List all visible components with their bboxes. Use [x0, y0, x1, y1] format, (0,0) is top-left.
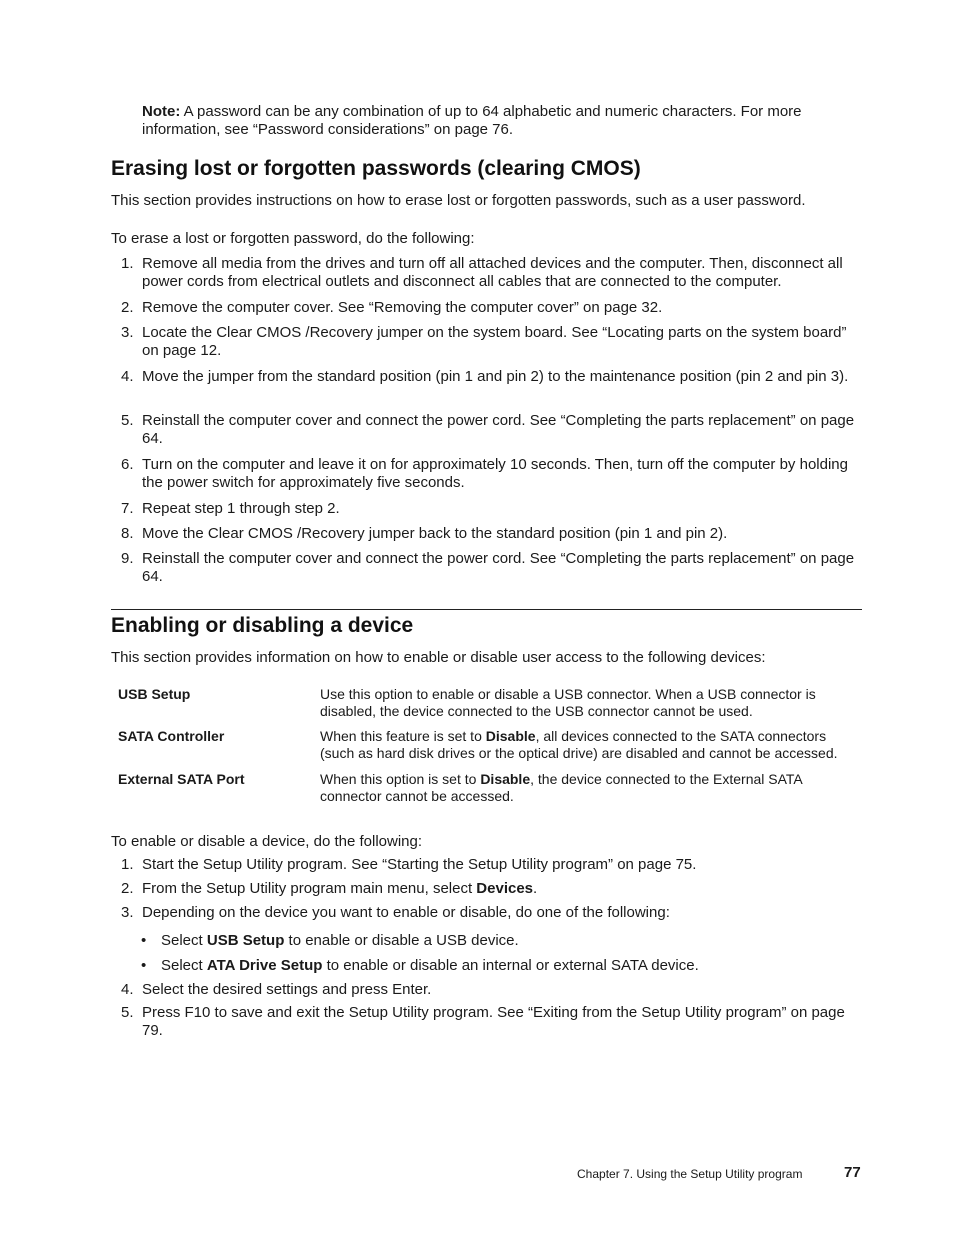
- section-heading-clearing-cmos: Erasing lost or forgotten passwords (clearing CMOS): [111, 157, 641, 180]
- description-text: , the device connected to the External SATA connector cannot be accessed.: [320, 771, 802, 804]
- step-number: 5.: [121, 1004, 134, 1021]
- note-text: A password can be any combination of up to 64 alphabetic and numeric characters. For more information, see “Password considerations” on page 76.: [142, 103, 802, 138]
- note-paragraph: [142, 103, 862, 139]
- description-bold: Disable: [485, 728, 536, 744]
- step-number: 1.: [121, 255, 134, 272]
- step-text-part: .: [533, 880, 538, 897]
- bullet-icon: •: [141, 957, 147, 974]
- step-text: Select the desired settings and press Enter.: [142, 981, 432, 998]
- section-heading-enabling-device: Enabling or disabling a device: [111, 614, 414, 637]
- step-text: Reinstall the computer cover and connect the power cord. See “Completing the parts replacement” on page 64.: [142, 550, 855, 585]
- bullet-text-part: to enable or disable a USB device.: [284, 932, 519, 949]
- step-number: 3.: [121, 904, 134, 921]
- device-description: Use this option to enable or disable a USB connector. When a USB connector is disabled, the device connected to the USB connector cannot be used.: [320, 686, 816, 719]
- step-text: Move the Clear CMOS /Recovery jumper back to the standard position (pin 1 and pin 2).: [142, 525, 728, 542]
- step-text-bold: Devices: [476, 880, 534, 897]
- step-text: Depending on the device you want to enable or disable, do one of the following:: [142, 904, 670, 921]
- device-term: SATA Controller: [118, 728, 225, 744]
- section-intro: This section provides information on how to enable or disable user access to the following devices:: [111, 649, 766, 666]
- step-number: 9.: [121, 550, 134, 567]
- step-text: Start the Setup Utility program. See “Starting the Setup Utility program” on page 75.: [142, 856, 697, 873]
- step-number: 6.: [121, 456, 134, 473]
- bullet-text-part: Select: [161, 932, 207, 949]
- step-text: Remove all media from the drives and turn off all attached devices and the computer. Then, disconnect all power cords from electrical outlets and disconnect all cables that are connected to the computer.: [142, 255, 843, 290]
- step-text: Repeat step 1 through step 2.: [142, 500, 340, 517]
- step-text: Locate the Clear CMOS /Recovery jumper on the system board. See “Locating parts on the system board” on page 12.: [142, 324, 847, 359]
- device-term: USB Setup: [118, 686, 191, 702]
- step-number: 2.: [121, 299, 134, 316]
- step-number: 3.: [121, 324, 134, 341]
- section-divider: [111, 609, 862, 610]
- note-label: Note:: [142, 103, 181, 120]
- device-description: [320, 728, 855, 762]
- description-text: , all devices connected to the SATA connectors (such as hard disk drives or the optical drive) are disabled and cannot be accessed.: [320, 728, 838, 761]
- bullet-icon: •: [141, 932, 147, 949]
- bullet-text-bold: USB Setup: [206, 932, 285, 949]
- step-text: Reinstall the computer cover and connect the power cord. See “Completing the parts replacement” on page 64.: [142, 412, 855, 447]
- step-number: 4.: [121, 981, 134, 998]
- procedure-lead: To enable or disable a device, do the following:: [111, 833, 423, 850]
- bullet-text-part: Select: [161, 957, 207, 974]
- device-term: External SATA Port: [118, 771, 245, 787]
- bullet-text-part: to enable or disable an internal or external SATA device.: [322, 957, 699, 974]
- step-number: 8.: [121, 525, 134, 542]
- step-text: Move the jumper from the standard position (pin 1 and pin 2) to the maintenance position (pin 2 and pin 3).: [142, 368, 849, 385]
- step-number: 5.: [121, 412, 134, 429]
- step-text-part: From the Setup Utility program main menu, select: [142, 880, 477, 897]
- section-intro: This section provides instructions on how to erase lost or forgotten passwords, such as a user password.: [111, 192, 806, 209]
- step-text: Remove the computer cover. See “Removing the computer cover” on page 32.: [142, 299, 663, 316]
- step-text: [142, 880, 864, 898]
- description-bold: Disable: [480, 771, 531, 787]
- step-text: Turn on the computer and leave it on for approximately 10 seconds. Then, turn off the computer by holding the power switch for approximately five seconds.: [142, 456, 848, 491]
- footer-chapter-title: Chapter 7. Using the Setup Utility program: [577, 1167, 803, 1181]
- bullet-text-bold: ATA Drive Setup: [206, 957, 323, 974]
- page-number: 77: [844, 1164, 861, 1181]
- description-text: When this feature is set to: [320, 728, 486, 744]
- bullet-text: [161, 932, 851, 950]
- step-text: Press F10 to save and exit the Setup Utility program. See “Exiting from the Setup Utility program” on page 79.: [142, 1004, 845, 1039]
- bullet-text: [161, 957, 851, 975]
- device-description: [320, 771, 855, 805]
- step-number: 2.: [121, 880, 134, 897]
- step-number: 1.: [121, 856, 134, 873]
- description-text: When this option is set to: [320, 771, 481, 787]
- step-number: 4.: [121, 368, 134, 385]
- step-number: 7.: [121, 500, 134, 517]
- procedure-lead: To erase a lost or forgotten password, do the following:: [111, 230, 475, 247]
